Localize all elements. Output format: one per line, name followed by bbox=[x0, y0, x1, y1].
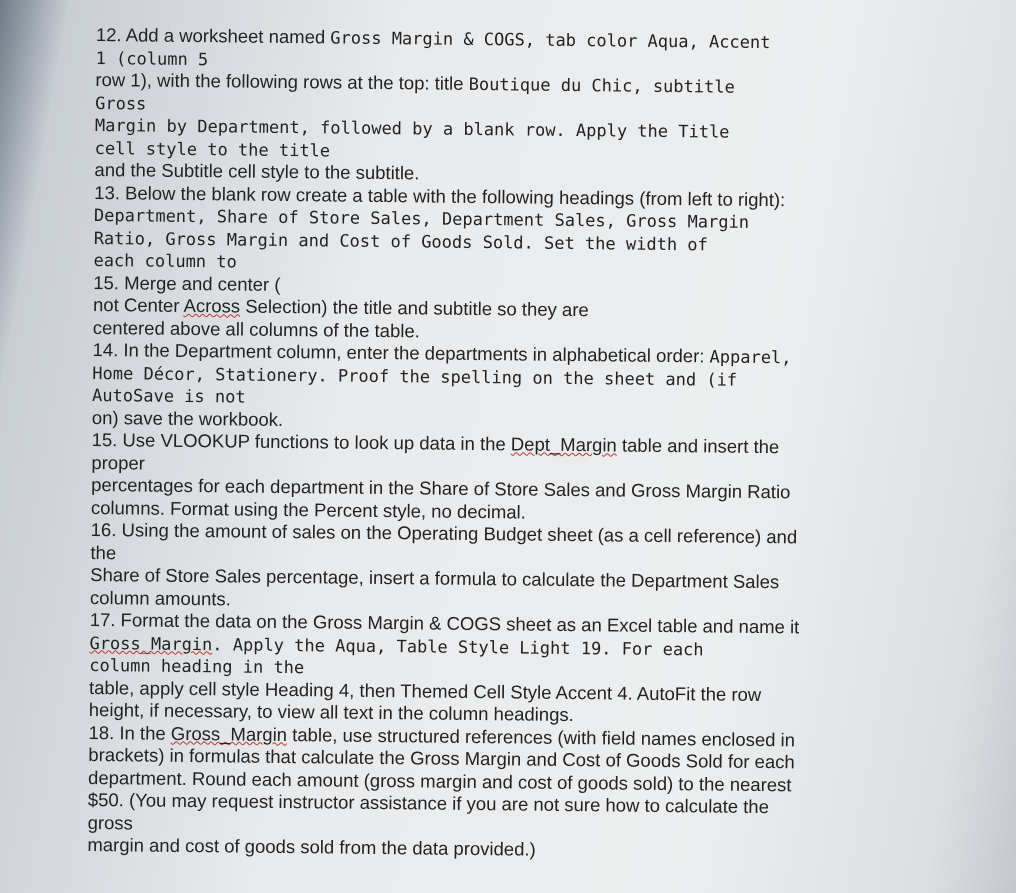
text-segment: column amounts. bbox=[89, 586, 231, 609]
text-segment: 14. In the Department column, enter the departments in alphabetical order: bbox=[92, 338, 710, 367]
text-segment: Share of Store Sales percentage, insert a formula to calculate the Department Sales bbox=[90, 563, 780, 593]
instructions-document bbox=[87, 24, 876, 865]
text-segment: and the Subtitle cell style to the subtitle. bbox=[94, 158, 420, 184]
text-segment: column heading in the bbox=[89, 655, 305, 679]
text-segment: Apparel, bbox=[709, 347, 792, 369]
text-segment: brackets) in formulas that calculate the Gross Margin and Cost of Goods Sold for each bbox=[88, 743, 795, 773]
text-segment: 17. Format the data on the Gross Margin & COGS sheet as an Excel table and name it bbox=[89, 608, 800, 638]
spellcheck-flagged-word: Gross_Margin bbox=[170, 722, 288, 745]
text-segment: 15. Merge and center ( bbox=[93, 271, 281, 295]
text-segment: Gross bbox=[95, 93, 147, 115]
text-segment: table, use structured references (with field names enclosed in bbox=[286, 723, 796, 750]
text-segment: on) save the workbook. bbox=[91, 406, 284, 430]
text-segment: Department, Share of Store Sales, Department Sales, Gross Margin bbox=[93, 205, 750, 233]
text-segment: row 1), with the following rows at the top: title bbox=[95, 68, 469, 94]
spellcheck-flagged-word: Across bbox=[183, 294, 241, 317]
text-segment: columns. Format using the Percent style, no decimal. bbox=[90, 496, 526, 523]
text-segment: Ratio, Gross Margin and Cost of Goods Sold. Set the width of bbox=[93, 228, 708, 255]
text-segment: Margin by Department, followed by a blank row. Apply the Title bbox=[94, 115, 730, 143]
text-segment: $50. (You may request instructor assistance if you are not sure how to calculate the bbox=[87, 788, 770, 818]
text-segment: AutoSave is not bbox=[91, 385, 246, 408]
text-segment: Selection) the title and subtitle so they are bbox=[240, 295, 589, 321]
text-segment: gross bbox=[87, 811, 134, 833]
text-segment: 15. Use VLOOKUP functions to look up data in the bbox=[91, 428, 511, 455]
spellcheck-flagged-word: Dept_Margin bbox=[510, 433, 617, 456]
text-segment: 12. Add a worksheet named bbox=[95, 24, 331, 48]
text-segment: percentages for each department in the Share of Store Sales and Gross Margin Ratio bbox=[91, 473, 791, 503]
text-segment: centered above all columns of the table. bbox=[92, 316, 420, 341]
text-segment: cell style to the title bbox=[94, 138, 331, 161]
text-segment: table, apply cell style Heading 4, then Themed Cell Style Accent 4. AutoFit the row bbox=[88, 676, 762, 705]
text-segment: 18. In the bbox=[88, 721, 171, 744]
spellcheck-flagged-word: Gross_Margin bbox=[89, 633, 213, 655]
text-segment: height, if necessary, to view all text in the column headings. bbox=[88, 698, 574, 726]
text-segment: each column to bbox=[93, 250, 237, 273]
text-segment: table and insert the bbox=[616, 434, 780, 458]
text-segment: . Apply the Aqua, Table Style Light 19. For each bbox=[212, 634, 704, 660]
text-segment: margin and cost of goods sold from the data provided.) bbox=[87, 833, 536, 860]
text-segment: Boutique du Chic, subtitle bbox=[468, 74, 735, 98]
text-segment: Home Décor, Stationery. Proof the spelling on the sheet and (if bbox=[92, 363, 738, 391]
text-segment: 1 (column 5 bbox=[95, 48, 209, 70]
text-segment: 16. Using the amount of sales on the Operating Budget sheet (as a cell reference) and bbox=[90, 518, 798, 548]
text-segment: proper bbox=[91, 451, 146, 474]
text-segment: department. Round each amount (gross margin and cost of goods sold) to the nearest bbox=[88, 766, 792, 795]
text-segment: not Center bbox=[92, 293, 184, 316]
text-segment: 13. Below the blank row create a table with the following headings (from left to right): bbox=[94, 181, 786, 210]
text-segment: Gross Margin & COGS, tab color Aqua, Accent bbox=[330, 28, 771, 54]
text-segment: the bbox=[90, 541, 117, 563]
